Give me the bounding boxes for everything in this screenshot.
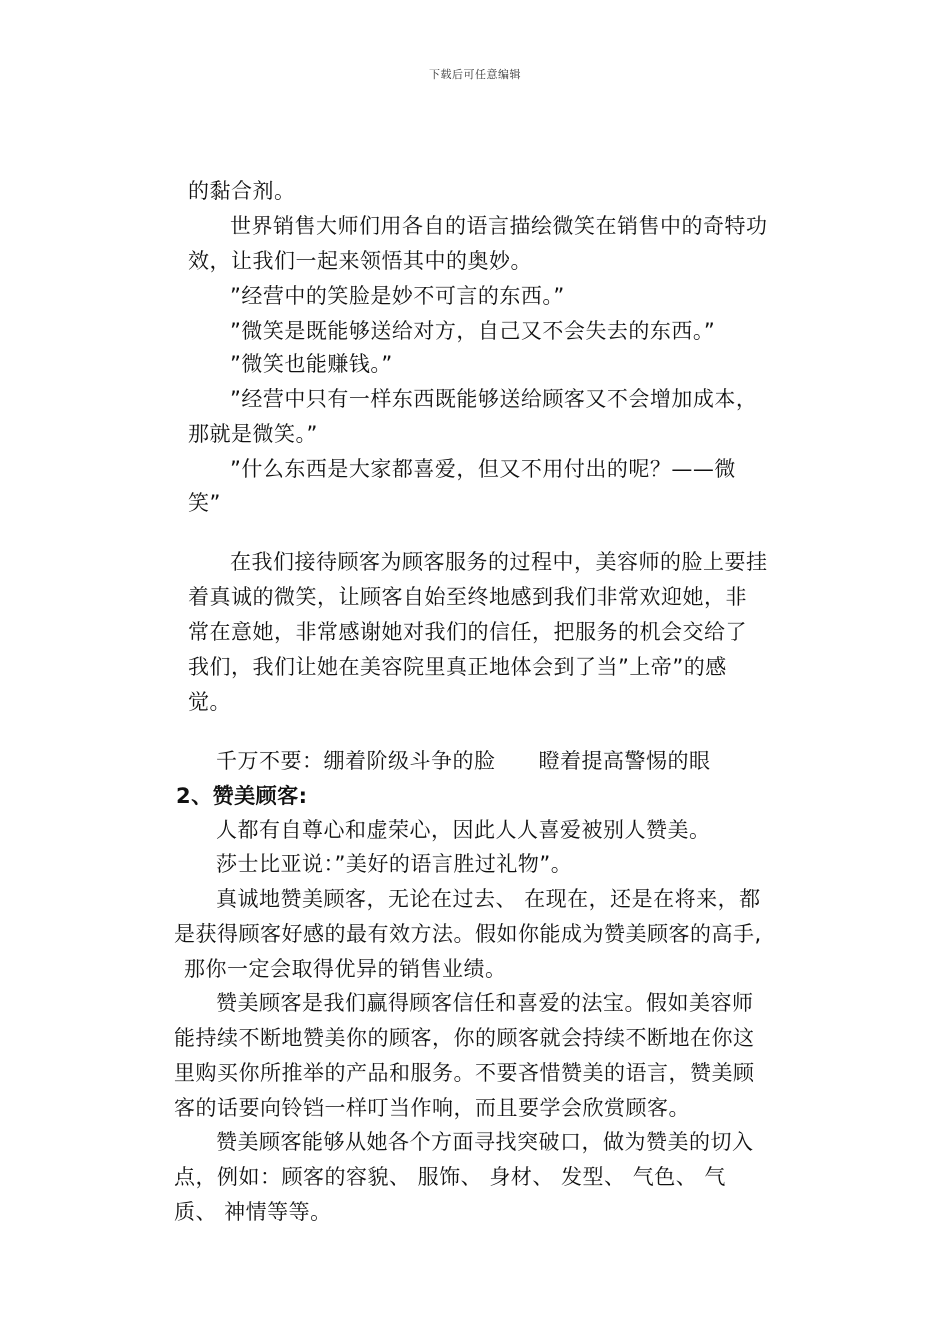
text-line: 在我们接待顾客为顾客服务的过程中，美容师的脸上要挂 — [230, 550, 768, 574]
text-line: 笑” — [188, 491, 221, 515]
text-line: 里购买你所推举的产品和服务。不要吝惜赞美的语言，赞美顾 — [174, 1061, 755, 1085]
text-line: 世界销售大师们用各自的语言描绘微笑在销售中的奇特功 — [230, 214, 768, 238]
text-line: 能持续不断地赞美你的顾客，你的顾客就会持续不断地在你这 — [174, 1026, 755, 1050]
text-line: ”微笑也能赚钱。” — [230, 352, 393, 376]
text-line: 赞美顾客能够从她各个方面寻找突破口，做为赞美的切入 — [216, 1130, 754, 1154]
text-line: ”微笑是既能够送给对方，自己又不会失去的东西。” — [230, 319, 716, 343]
text-line: 那你一定会取得优异的销售业绩。 — [184, 957, 507, 981]
text-line: 是获得顾客好感的最有效方法。假如你能成为赞美顾客的高手, — [174, 922, 762, 946]
page-header: 下载后可任意编辑 — [429, 68, 521, 81]
text-line: 人都有自尊心和虚荣心，因此人人喜爱被别人赞美。 — [216, 818, 711, 842]
text-line: 效，让我们一起来领悟其中的奥妙。 — [188, 249, 532, 273]
text-line: 那就是微笑。” — [188, 422, 318, 446]
text-line: 点，例如：顾客的容貌、 服饰、 身材、 发型、 气色、 气 — [174, 1165, 726, 1189]
text-line: 莎士比亚说：”美好的语言胜过礼物”。 — [216, 852, 573, 876]
text-line: ”经营中的笑脸是妙不可言的东西。” — [230, 284, 565, 308]
text-line: 千万不要：绷着阶级斗争的脸 瞪着提高警惕的眼 — [216, 749, 711, 773]
text-line: ”经营中只有一样东西既能够送给顾客又不会增加成本， — [230, 387, 758, 411]
text-line: 着真诚的微笑，让顾客自始至终地感到我们非常欢迎她，非 — [188, 585, 747, 609]
text-line: 觉。 — [188, 690, 231, 714]
text-line: 的黏合剂。 — [188, 179, 296, 203]
text-line: 客的话要向铃铛一样叮当作响，而且要学会欣赏顾客。 — [174, 1096, 690, 1120]
text-line: 真诚地赞美顾客，无论在过去、 在现在，还是在将来，都 — [216, 887, 761, 911]
text-line: 赞美顾客是我们赢得顾客信任和喜爱的法宝。假如美容师 — [216, 991, 754, 1015]
text-line: 我们，我们让她在美容院里真正地体会到了当”上帝”的感 — [188, 655, 727, 679]
text-line: ”什么东西是大家都喜爱，但又不用付出的呢？——微 — [230, 457, 736, 481]
text-line: 常在意她，非常感谢她对我们的信任，把服务的机会交给了 — [188, 620, 747, 644]
section-heading: 2、赞美顾客: — [176, 784, 308, 808]
text-line: 质、 神情等等。 — [174, 1200, 332, 1224]
